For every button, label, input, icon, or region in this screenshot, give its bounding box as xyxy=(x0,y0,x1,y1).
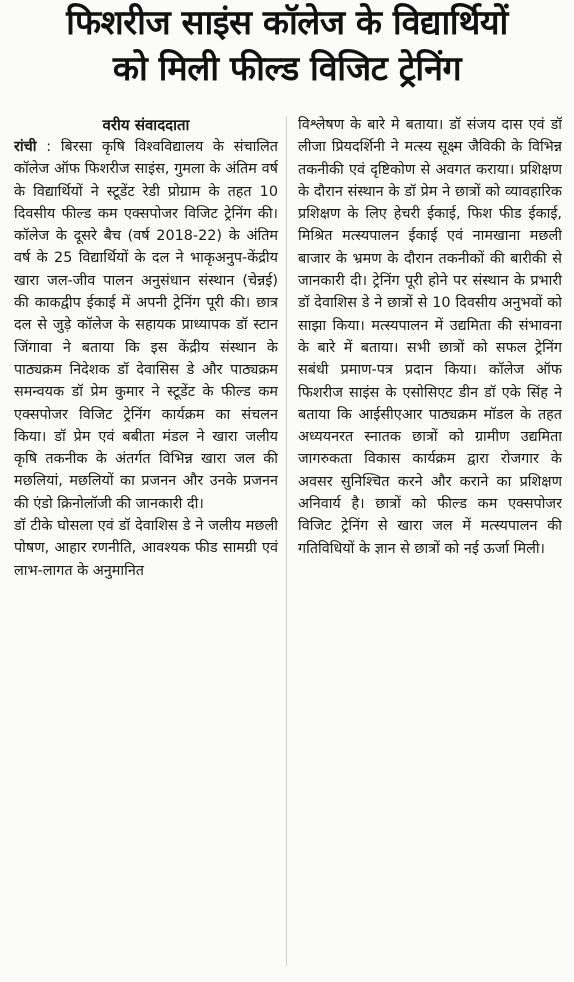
headline-line-1: फिशरीज साइंस कॉलेज के विद्यार्थियों xyxy=(66,3,508,43)
headline xyxy=(0,0,574,105)
headline-line-2: को मिली फील्ड विजिट ट्रेनिंग xyxy=(112,49,462,89)
paragraph-1-text: : बिरसा कृषि विश्वविद्यालय के संचालित कॉलेज ऑफ फिशरीज साइंस, गुमला के अंतिम वर्ष के विद्यार्थियों ने स्टूडेंट रेडी प्रोग्राम के तहत 10 दिवसीय फील्ड कम एक्सपोजर विजिट ट्रेनिंग की। कॉलेज के दूसरे बैच (वर्ष 2018-22) के अंतिम वर्ष के 25 विद्यार्थियों के दल ने भाकृअनुप-केंद्रीय खारा जल-जीव पालन अनुसंधान संस्थान (चेन्नई) की काकद्वीप ईकाई में अपनी ट्रेनिंग पूरी की। छात्र दल से जुड़े कॉलेज के सहायक प्राध्यापक डॉ स्टान जिंगावा ने बताया कि इस केंद्रीय संस्थान के पाठ्यक्रम निदेशक डॉ देवासिस डे और पाठ्यक्रम समन्वयक डॉ प्रेम कुमार ने स्टूडेंट के फील्ड कम एक्सपोजर विजिट ट्रेनिंग कार्यक्रम का संचलन किया। डॉ प्रेम एवं बबीता मंडल ने खारा जलीय कृषि तकनीक के अंतर्गत विभिन्न खारा जल की मछलियां, मछलियों का प्रजनन और उनके प्रजनन की एंडो क्रिनोलॉजी की जानकारी दी। xyxy=(14,139,278,512)
column-left xyxy=(14,114,278,974)
paragraph-2-continued: विश्लेषण के बारे मे बताया। डॉ संजय दास एवं डॉ लीजा प्रियदर्शिनी ने मत्स्य सूक्ष्म जैविकी के विभिन्न तकनीकी एवं दृष्टिकोण से अवगत कराया। प्रशिक्षण के दौरान संस्थान के डॉ प्रेम ने छात्रों को व्यावहारिक प्रशिक्षण के लिए हेचरी ईकाई, फिश फीड ईकाई, मिश्रित मत्स्यपालन ईकाई एवं नामखाना मछली बाजार के भ्रमण के दौरान तकनीकों की बारीकी से जानकारी दी। ट्रेनिंग पूरी होने पर संस्थान के प्रभारी डॉ देवाशिस डे ने छात्रों से 10 दिवसीय अनुभवों को साझा किया। मत्स्यपालन में उद्यमिता की संभावना के बारे में बताया। सभी छात्रों को सफल ट्रेनिंग सबंधी प्रमाण-पत्र प्रदान किया। कॉलेज ऑफ फिशरीज साइंस के एसोसिएट डीन डॉ एके सिंह ने बताया कि आईसीएआर पाठ्यक्रम मॉडल के तहत अध्ययनरत स्नातक छात्रों को ग्रामीण उद्यमिता जागरुकता विकास कार्यक्रम द्वारा रोजगार के अवसर सुनिश्चित करने और कराने का प्रशिक्षण अनिवार्य है। छात्रों को फील्ड कम एक्सपोजर विजिट ट्रेनिंग से खारा जल में मत्स्यपालन की गतिविधियों के ज्ञान से छात्रों को नई ऊर्जा मिली। xyxy=(298,117,562,557)
column-right xyxy=(298,114,562,974)
paragraph-2-start: डॉ टीके घोसला एवं डॉ देवाशिस डे ने जलीय मछली पोषण, आहार रणनीति, आवश्यक फीड सामग्री एवं लाभ-लागत के अनुमानित xyxy=(14,518,278,579)
paragraph-1 xyxy=(14,136,278,515)
dateline: रांची xyxy=(14,139,37,155)
article-body xyxy=(14,114,562,974)
byline: वरीय संवाददाता xyxy=(102,116,190,134)
column-divider xyxy=(286,116,287,966)
